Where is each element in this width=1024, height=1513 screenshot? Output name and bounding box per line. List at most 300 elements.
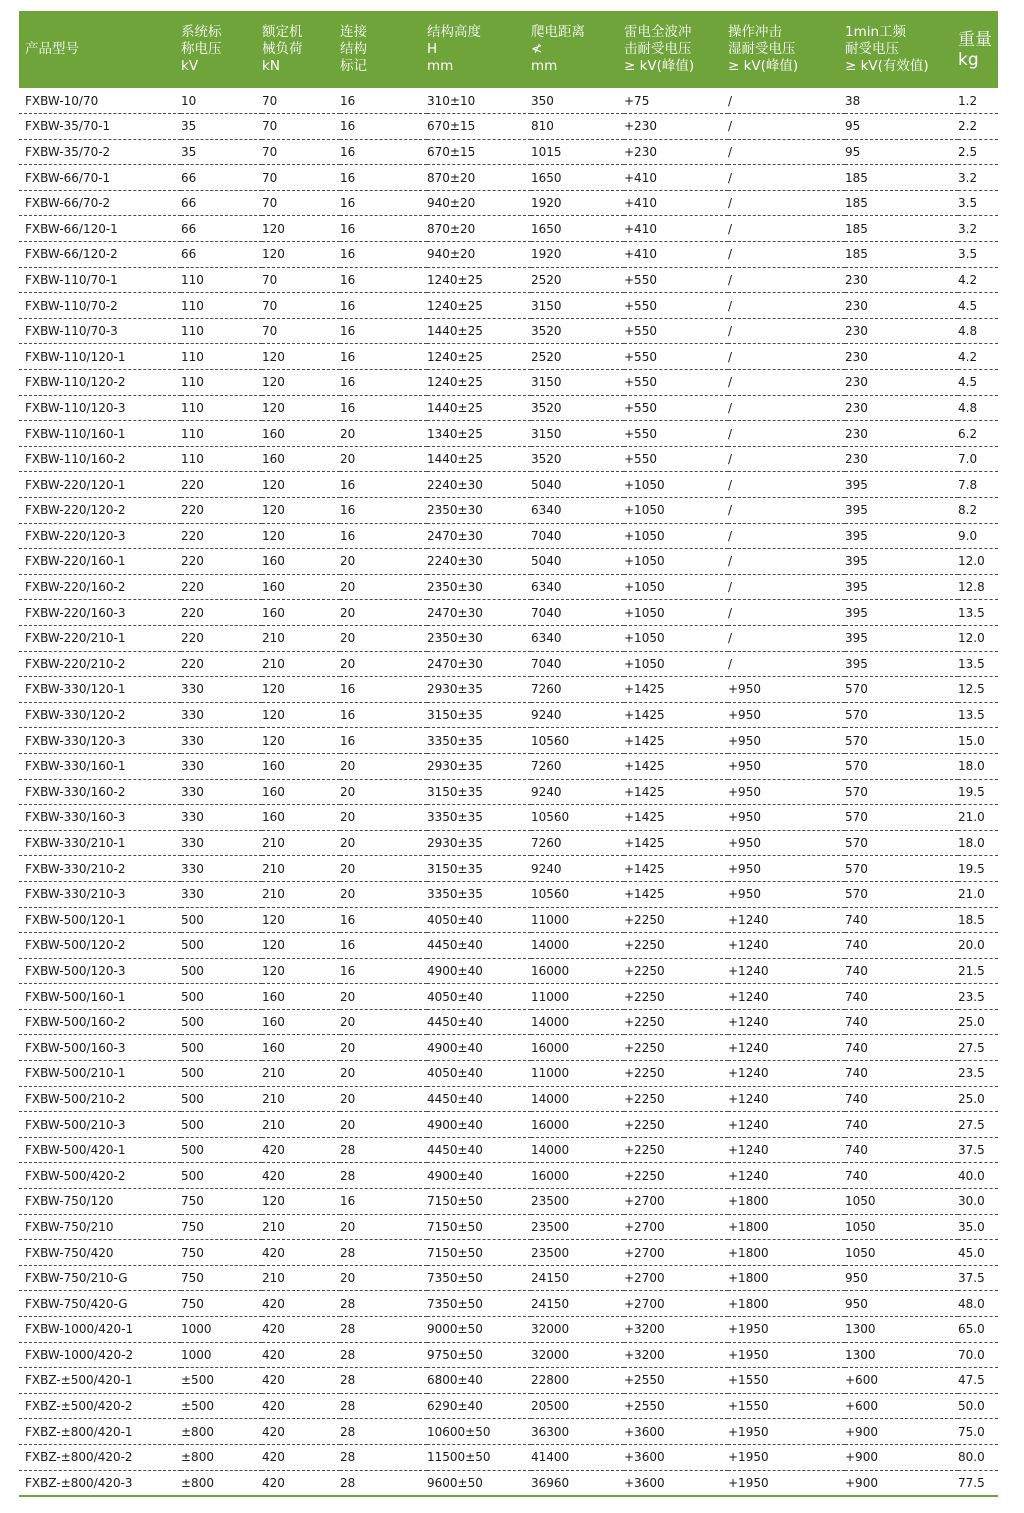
cell-switching-impulse: +1950 <box>728 1419 845 1445</box>
cell-power-frequency: 230 <box>845 446 958 472</box>
cell-structure-height: 10600±50 <box>427 1419 531 1445</box>
cell-creepage-distance: 7260 <box>531 677 624 703</box>
cell-system-voltage: 330 <box>181 779 262 805</box>
cell-connection-mark: 28 <box>340 1137 427 1163</box>
cell-structure-height: 2240±30 <box>427 472 531 498</box>
cell-structure-height: 670±15 <box>427 139 531 165</box>
cell-switching-impulse: +1240 <box>728 1086 845 1112</box>
table-row <box>19 1444 998 1470</box>
cell-creepage-distance: 20500 <box>531 1393 624 1419</box>
cell-mechanical-load: 120 <box>262 216 340 242</box>
cell-weight: 12.5 <box>958 677 998 703</box>
cell-creepage-distance: 16000 <box>531 958 624 984</box>
cell-lightning-impulse: +1425 <box>624 856 728 882</box>
cell-switching-impulse: +1550 <box>728 1368 845 1394</box>
cell-switching-impulse: / <box>728 446 845 472</box>
cell-system-voltage: ±800 <box>181 1470 262 1496</box>
cell-weight: 1.2 <box>958 88 998 114</box>
cell-mechanical-load: 420 <box>262 1419 340 1445</box>
cell-creepage-distance: 24150 <box>531 1291 624 1317</box>
table-row <box>19 446 998 472</box>
cell-switching-impulse: +1240 <box>728 1061 845 1087</box>
cell-connection-mark: 16 <box>340 293 427 319</box>
cell-switching-impulse: / <box>728 293 845 319</box>
cell-structure-height: 4050±40 <box>427 984 531 1010</box>
table-row <box>19 805 998 831</box>
insulator-spec-sheet <box>19 11 998 1497</box>
cell-creepage-distance: 3150 <box>531 370 624 396</box>
spec-table <box>19 11 998 1497</box>
cell-switching-impulse: / <box>728 139 845 165</box>
cell-structure-height: 11500±50 <box>427 1444 531 1470</box>
cell-model: FXBW-66/70-2 <box>19 190 181 216</box>
table-row <box>19 114 998 140</box>
header-weight: 重量 kg <box>958 11 998 88</box>
cell-power-frequency: 740 <box>845 1112 958 1138</box>
cell-structure-height: 310±10 <box>427 88 531 114</box>
cell-power-frequency: 740 <box>845 1009 958 1035</box>
cell-connection-mark: 16 <box>340 472 427 498</box>
cell-switching-impulse: +950 <box>728 677 845 703</box>
cell-structure-height: 4050±40 <box>427 1061 531 1087</box>
table-row <box>19 984 998 1010</box>
cell-lightning-impulse: +3600 <box>624 1419 728 1445</box>
cell-system-voltage: 500 <box>181 933 262 959</box>
cell-model: FXBW-110/70-2 <box>19 293 181 319</box>
cell-structure-height: 7350±50 <box>427 1291 531 1317</box>
table-row <box>19 1189 998 1215</box>
cell-switching-impulse: +1950 <box>728 1342 845 1368</box>
cell-model: FXBW-330/160-1 <box>19 753 181 779</box>
cell-lightning-impulse: +3200 <box>624 1317 728 1343</box>
cell-structure-height: 1440±25 <box>427 446 531 472</box>
table-row <box>19 958 998 984</box>
cell-system-voltage: 750 <box>181 1265 262 1291</box>
cell-lightning-impulse: +3600 <box>624 1470 728 1496</box>
cell-creepage-distance: 16000 <box>531 1035 624 1061</box>
cell-switching-impulse: / <box>728 523 845 549</box>
cell-power-frequency: 1050 <box>845 1189 958 1215</box>
cell-structure-height: 2470±30 <box>427 651 531 677</box>
cell-creepage-distance: 350 <box>531 88 624 114</box>
cell-structure-height: 2350±30 <box>427 574 531 600</box>
cell-model: FXBW-220/120-1 <box>19 472 181 498</box>
cell-system-voltage: 66 <box>181 190 262 216</box>
cell-system-voltage: 110 <box>181 421 262 447</box>
cell-mechanical-load: 160 <box>262 1009 340 1035</box>
cell-power-frequency: 185 <box>845 242 958 268</box>
cell-structure-height: 9750±50 <box>427 1342 531 1368</box>
cell-system-voltage: 500 <box>181 1009 262 1035</box>
cell-weight: 3.2 <box>958 216 998 242</box>
cell-switching-impulse: +1240 <box>728 958 845 984</box>
cell-power-frequency: 95 <box>845 139 958 165</box>
header-structure-height: 结构高度 H mm <box>427 11 531 88</box>
cell-weight: 13.5 <box>958 702 998 728</box>
cell-power-frequency: 395 <box>845 472 958 498</box>
cell-power-frequency: 230 <box>845 395 958 421</box>
cell-lightning-impulse: +2250 <box>624 1035 728 1061</box>
cell-creepage-distance: 6340 <box>531 498 624 524</box>
cell-creepage-distance: 6340 <box>531 574 624 600</box>
cell-lightning-impulse: +75 <box>624 88 728 114</box>
cell-power-frequency: 740 <box>845 1061 958 1087</box>
cell-creepage-distance: 3150 <box>531 293 624 319</box>
cell-power-frequency: 570 <box>845 728 958 754</box>
cell-power-frequency: +900 <box>845 1444 958 1470</box>
table-row <box>19 600 998 626</box>
cell-mechanical-load: 420 <box>262 1137 340 1163</box>
cell-connection-mark: 16 <box>340 344 427 370</box>
cell-creepage-distance: 23500 <box>531 1240 624 1266</box>
cell-lightning-impulse: +1425 <box>624 881 728 907</box>
cell-mechanical-load: 420 <box>262 1240 340 1266</box>
cell-model: FXBW-220/160-2 <box>19 574 181 600</box>
cell-creepage-distance: 9240 <box>531 702 624 728</box>
cell-weight: 77.5 <box>958 1470 998 1496</box>
cell-lightning-impulse: +2700 <box>624 1189 728 1215</box>
cell-model: FXBW-330/210-1 <box>19 830 181 856</box>
cell-lightning-impulse: +1425 <box>624 677 728 703</box>
cell-switching-impulse: +950 <box>728 881 845 907</box>
cell-connection-mark: 20 <box>340 1112 427 1138</box>
cell-lightning-impulse: +1050 <box>624 574 728 600</box>
cell-lightning-impulse: +1425 <box>624 753 728 779</box>
cell-system-voltage: 1000 <box>181 1342 262 1368</box>
cell-connection-mark: 20 <box>340 1214 427 1240</box>
cell-structure-height: 2470±30 <box>427 523 531 549</box>
cell-weight: 12.8 <box>958 574 998 600</box>
cell-lightning-impulse: +230 <box>624 114 728 140</box>
cell-mechanical-load: 420 <box>262 1393 340 1419</box>
table-row <box>19 1393 998 1419</box>
cell-structure-height: 9000±50 <box>427 1317 531 1343</box>
cell-connection-mark: 20 <box>340 1061 427 1087</box>
cell-weight: 12.0 <box>958 625 998 651</box>
cell-system-voltage: 500 <box>181 1035 262 1061</box>
cell-system-voltage: 500 <box>181 1137 262 1163</box>
cell-lightning-impulse: +1050 <box>624 498 728 524</box>
cell-model: FXBW-110/120-2 <box>19 370 181 396</box>
cell-mechanical-load: 160 <box>262 421 340 447</box>
cell-switching-impulse: / <box>728 114 845 140</box>
cell-weight: 19.5 <box>958 856 998 882</box>
cell-model: FXBW-330/160-3 <box>19 805 181 831</box>
cell-weight: 4.2 <box>958 267 998 293</box>
cell-power-frequency: 740 <box>845 933 958 959</box>
cell-system-voltage: 750 <box>181 1240 262 1266</box>
header-row <box>19 11 998 88</box>
cell-creepage-distance: 6340 <box>531 625 624 651</box>
cell-model: FXBW-110/70-1 <box>19 267 181 293</box>
cell-lightning-impulse: +1050 <box>624 600 728 626</box>
cell-mechanical-load: 120 <box>262 933 340 959</box>
cell-weight: 3.5 <box>958 190 998 216</box>
cell-model: FXBZ-±500/420-1 <box>19 1368 181 1394</box>
cell-weight: 30.0 <box>958 1189 998 1215</box>
cell-lightning-impulse: +2250 <box>624 933 728 959</box>
cell-switching-impulse: / <box>728 574 845 600</box>
cell-creepage-distance: 36300 <box>531 1419 624 1445</box>
cell-connection-mark: 28 <box>340 1393 427 1419</box>
cell-creepage-distance: 2520 <box>531 267 624 293</box>
cell-model: FXBW-10/70 <box>19 88 181 114</box>
cell-power-frequency: 570 <box>845 702 958 728</box>
table-row <box>19 1240 998 1266</box>
cell-switching-impulse: / <box>728 472 845 498</box>
cell-weight: 70.0 <box>958 1342 998 1368</box>
cell-creepage-distance: 41400 <box>531 1444 624 1470</box>
table-row <box>19 1291 998 1317</box>
table-row <box>19 1368 998 1394</box>
cell-power-frequency: 570 <box>845 856 958 882</box>
cell-switching-impulse: / <box>728 498 845 524</box>
cell-lightning-impulse: +2250 <box>624 907 728 933</box>
cell-model: FXBZ-±500/420-2 <box>19 1393 181 1419</box>
cell-lightning-impulse: +2700 <box>624 1214 728 1240</box>
cell-connection-mark: 16 <box>340 523 427 549</box>
cell-structure-height: 7350±50 <box>427 1265 531 1291</box>
cell-structure-height: 940±20 <box>427 190 531 216</box>
cell-weight: 25.0 <box>958 1086 998 1112</box>
cell-structure-height: 1440±25 <box>427 318 531 344</box>
table-row <box>19 1265 998 1291</box>
cell-weight: 7.0 <box>958 446 998 472</box>
table-row <box>19 677 998 703</box>
cell-switching-impulse: +1240 <box>728 1035 845 1061</box>
cell-mechanical-load: 120 <box>262 1189 340 1215</box>
cell-mechanical-load: 70 <box>262 139 340 165</box>
cell-model: FXBW-500/210-2 <box>19 1086 181 1112</box>
table-row <box>19 472 998 498</box>
cell-connection-mark: 28 <box>340 1342 427 1368</box>
cell-model: FXBW-330/160-2 <box>19 779 181 805</box>
cell-lightning-impulse: +410 <box>624 190 728 216</box>
cell-system-voltage: 220 <box>181 498 262 524</box>
cell-model: FXBW-330/120-3 <box>19 728 181 754</box>
cell-creepage-distance: 36960 <box>531 1470 624 1496</box>
cell-creepage-distance: 10560 <box>531 881 624 907</box>
cell-lightning-impulse: +2250 <box>624 1163 728 1189</box>
cell-lightning-impulse: +550 <box>624 267 728 293</box>
cell-mechanical-load: 420 <box>262 1317 340 1343</box>
cell-power-frequency: 950 <box>845 1265 958 1291</box>
cell-power-frequency: 395 <box>845 549 958 575</box>
cell-model: FXBW-1000/420-2 <box>19 1342 181 1368</box>
cell-power-frequency: 570 <box>845 779 958 805</box>
cell-system-voltage: 330 <box>181 856 262 882</box>
cell-weight: 3.2 <box>958 165 998 191</box>
cell-switching-impulse: +950 <box>728 856 845 882</box>
cell-power-frequency: +900 <box>845 1419 958 1445</box>
cell-weight: 23.5 <box>958 1061 998 1087</box>
cell-system-voltage: 66 <box>181 242 262 268</box>
cell-power-frequency: 740 <box>845 984 958 1010</box>
cell-creepage-distance: 14000 <box>531 1009 624 1035</box>
cell-switching-impulse: / <box>728 625 845 651</box>
cell-connection-mark: 16 <box>340 216 427 242</box>
cell-lightning-impulse: +1425 <box>624 805 728 831</box>
table-row <box>19 88 998 114</box>
cell-model: FXBW-500/120-1 <box>19 907 181 933</box>
cell-model: FXBW-66/120-1 <box>19 216 181 242</box>
cell-lightning-impulse: +3600 <box>624 1444 728 1470</box>
cell-connection-mark: 28 <box>340 1419 427 1445</box>
cell-system-voltage: ±500 <box>181 1368 262 1394</box>
cell-weight: 15.0 <box>958 728 998 754</box>
cell-switching-impulse: +1800 <box>728 1240 845 1266</box>
cell-mechanical-load: 70 <box>262 293 340 319</box>
cell-system-voltage: 330 <box>181 881 262 907</box>
cell-power-frequency: 230 <box>845 318 958 344</box>
cell-structure-height: 670±15 <box>427 114 531 140</box>
cell-creepage-distance: 2520 <box>531 344 624 370</box>
cell-weight: 75.0 <box>958 1419 998 1445</box>
cell-lightning-impulse: +2550 <box>624 1368 728 1394</box>
cell-connection-mark: 16 <box>340 190 427 216</box>
cell-weight: 27.5 <box>958 1035 998 1061</box>
cell-weight: 12.0 <box>958 549 998 575</box>
cell-lightning-impulse: +550 <box>624 395 728 421</box>
cell-mechanical-load: 210 <box>262 856 340 882</box>
cell-model: FXBW-500/160-2 <box>19 1009 181 1035</box>
table-row <box>19 421 998 447</box>
cell-system-voltage: 330 <box>181 702 262 728</box>
cell-switching-impulse: +1240 <box>728 1137 845 1163</box>
cell-weight: 25.0 <box>958 1009 998 1035</box>
cell-system-voltage: 66 <box>181 165 262 191</box>
cell-connection-mark: 20 <box>340 549 427 575</box>
cell-system-voltage: 220 <box>181 600 262 626</box>
cell-switching-impulse: +1240 <box>728 1163 845 1189</box>
cell-lightning-impulse: +1050 <box>624 472 728 498</box>
cell-mechanical-load: 120 <box>262 472 340 498</box>
cell-mechanical-load: 210 <box>262 881 340 907</box>
cell-system-voltage: 110 <box>181 344 262 370</box>
cell-system-voltage: 110 <box>181 318 262 344</box>
cell-switching-impulse: +950 <box>728 805 845 831</box>
cell-lightning-impulse: +2700 <box>624 1240 728 1266</box>
cell-creepage-distance: 810 <box>531 114 624 140</box>
cell-mechanical-load: 420 <box>262 1368 340 1394</box>
cell-connection-mark: 20 <box>340 1265 427 1291</box>
cell-connection-mark: 20 <box>340 600 427 626</box>
cell-switching-impulse: +1550 <box>728 1393 845 1419</box>
cell-lightning-impulse: +550 <box>624 446 728 472</box>
cell-weight: 35.0 <box>958 1214 998 1240</box>
cell-connection-mark: 28 <box>340 1368 427 1394</box>
cell-switching-impulse: +950 <box>728 728 845 754</box>
cell-switching-impulse: +950 <box>728 779 845 805</box>
cell-creepage-distance: 1920 <box>531 190 624 216</box>
cell-power-frequency: 570 <box>845 881 958 907</box>
cell-mechanical-load: 70 <box>262 267 340 293</box>
table-row <box>19 1112 998 1138</box>
cell-creepage-distance: 32000 <box>531 1342 624 1368</box>
table-row <box>19 881 998 907</box>
cell-switching-impulse: / <box>728 370 845 396</box>
cell-model: FXBW-500/120-2 <box>19 933 181 959</box>
cell-system-voltage: 220 <box>181 472 262 498</box>
cell-connection-mark: 16 <box>340 933 427 959</box>
cell-mechanical-load: 120 <box>262 523 340 549</box>
table-row <box>19 625 998 651</box>
cell-creepage-distance: 7040 <box>531 651 624 677</box>
table-row <box>19 190 998 216</box>
cell-model: FXBW-220/210-2 <box>19 651 181 677</box>
cell-lightning-impulse: +410 <box>624 165 728 191</box>
cell-mechanical-load: 160 <box>262 984 340 1010</box>
cell-structure-height: 870±20 <box>427 216 531 242</box>
cell-mechanical-load: 120 <box>262 958 340 984</box>
cell-mechanical-load: 160 <box>262 574 340 600</box>
cell-creepage-distance: 3520 <box>531 395 624 421</box>
header-mechanical-load: 额定机 械负荷 kN <box>262 11 340 88</box>
cell-switching-impulse: +1240 <box>728 1112 845 1138</box>
cell-creepage-distance: 3520 <box>531 318 624 344</box>
cell-connection-mark: 20 <box>340 830 427 856</box>
cell-weight: 9.0 <box>958 523 998 549</box>
cell-model: FXBW-220/120-3 <box>19 523 181 549</box>
cell-system-voltage: 500 <box>181 907 262 933</box>
cell-model: FXBZ-±800/420-3 <box>19 1470 181 1496</box>
cell-lightning-impulse: +230 <box>624 139 728 165</box>
cell-lightning-impulse: +1425 <box>624 728 728 754</box>
cell-weight: 2.5 <box>958 139 998 165</box>
cell-model: FXBW-35/70-1 <box>19 114 181 140</box>
cell-mechanical-load: 210 <box>262 1265 340 1291</box>
cell-weight: 20.0 <box>958 933 998 959</box>
cell-system-voltage: ±800 <box>181 1419 262 1445</box>
cell-structure-height: 2470±30 <box>427 600 531 626</box>
cell-mechanical-load: 160 <box>262 446 340 472</box>
cell-weight: 19.5 <box>958 779 998 805</box>
table-row <box>19 549 998 575</box>
cell-weight: 21.5 <box>958 958 998 984</box>
cell-connection-mark: 20 <box>340 446 427 472</box>
cell-power-frequency: 570 <box>845 830 958 856</box>
cell-mechanical-load: 120 <box>262 677 340 703</box>
cell-system-voltage: 10 <box>181 88 262 114</box>
table-body <box>19 88 998 1496</box>
cell-connection-mark: 20 <box>340 753 427 779</box>
cell-system-voltage: 750 <box>181 1291 262 1317</box>
cell-connection-mark: 16 <box>340 702 427 728</box>
cell-connection-mark: 16 <box>340 677 427 703</box>
cell-connection-mark: 20 <box>340 625 427 651</box>
cell-connection-mark: 16 <box>340 958 427 984</box>
cell-weight: 21.0 <box>958 805 998 831</box>
cell-power-frequency: 570 <box>845 753 958 779</box>
cell-switching-impulse: / <box>728 242 845 268</box>
cell-weight: 65.0 <box>958 1317 998 1343</box>
cell-system-voltage: 500 <box>181 1086 262 1112</box>
table-row <box>19 1086 998 1112</box>
cell-creepage-distance: 5040 <box>531 472 624 498</box>
cell-power-frequency: 740 <box>845 1163 958 1189</box>
cell-lightning-impulse: +3200 <box>624 1342 728 1368</box>
cell-connection-mark: 20 <box>340 779 427 805</box>
cell-connection-mark: 16 <box>340 114 427 140</box>
cell-switching-impulse: / <box>728 600 845 626</box>
cell-switching-impulse: / <box>728 267 845 293</box>
cell-mechanical-load: 210 <box>262 1214 340 1240</box>
cell-model: FXBW-220/120-2 <box>19 498 181 524</box>
cell-mechanical-load: 210 <box>262 1086 340 1112</box>
cell-model: FXBW-66/120-2 <box>19 242 181 268</box>
cell-structure-height: 3150±35 <box>427 702 531 728</box>
table-row <box>19 702 998 728</box>
